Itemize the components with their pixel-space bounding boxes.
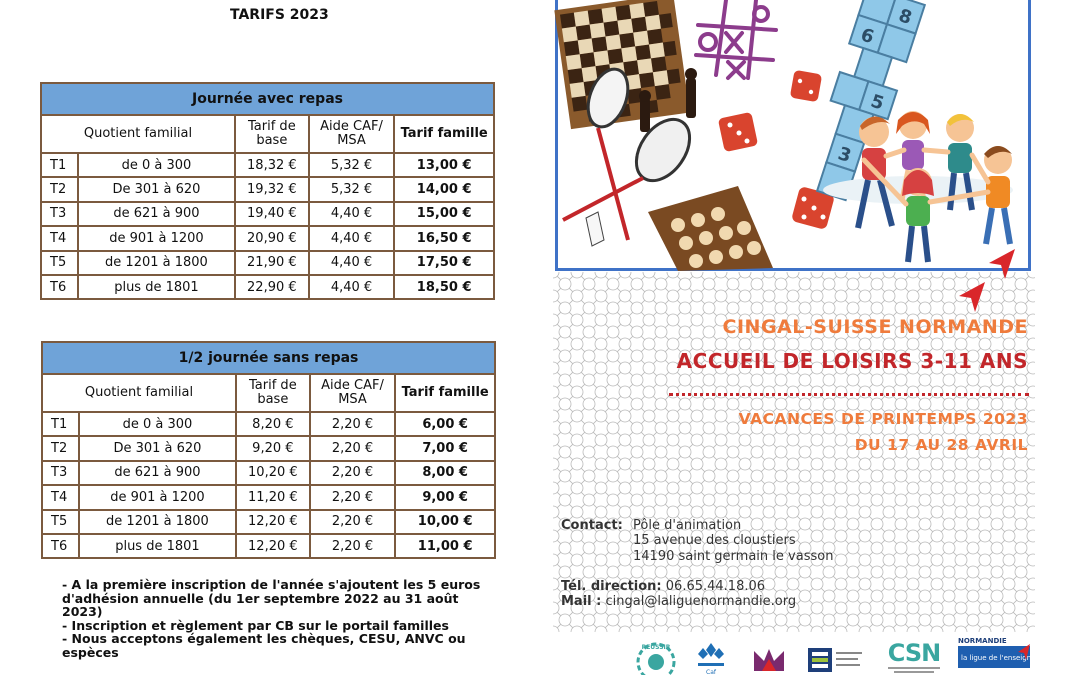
note-item: - Nous acceptons également les chèques, CESU, ANVC ou espèces <box>62 631 466 660</box>
column-header-aide: Aide CAF/ MSA <box>309 115 395 153</box>
column-header-aide: Aide CAF/ MSA <box>310 374 396 412</box>
hero-illustration <box>555 0 1031 271</box>
row-base: 8,20 € <box>236 412 310 436</box>
row-base: 9,20 € <box>236 436 310 460</box>
row-base: 19,40 € <box>235 202 309 226</box>
row-range: de 0 à 300 <box>78 153 235 177</box>
phone-label: Tél. direction: <box>561 579 662 594</box>
column-header-tarif-famille: Tarif famille <box>395 374 495 412</box>
ligue-logo-name: la ligue de l'enseignement <box>961 654 1054 662</box>
table-row <box>41 177 494 201</box>
column-header-quotient: Quotient familial <box>41 115 235 153</box>
dotted-divider <box>669 393 1029 396</box>
row-base: 19,32 € <box>235 177 309 201</box>
row-aide: 2,20 € <box>310 412 396 436</box>
row-aide: 2,20 € <box>310 461 396 485</box>
phone-number: 06.65.44.18.06 <box>665 579 766 594</box>
column-header-tarif-base: Tarif de base <box>236 374 310 412</box>
marble-game-image <box>648 186 773 271</box>
table-row <box>42 534 495 558</box>
column-header-tarif-famille: Tarif famille <box>394 115 494 153</box>
row-base: 18,32 € <box>235 153 309 177</box>
row-range: de 621 à 900 <box>78 202 235 226</box>
row-aide: 4,40 € <box>309 202 395 226</box>
row-code: T4 <box>41 226 78 250</box>
note-item: - A la première inscription de l'année s'ajoutent les 5 euros d'adhésion annuelle (du 1er septembre 2022 au 31 août 2023) <box>62 577 481 619</box>
hopscotch-number: 3 <box>835 143 854 167</box>
row-code: T2 <box>41 177 78 201</box>
notes <box>62 578 492 659</box>
hopscotch-number: 8 <box>895 5 915 29</box>
row-famille: 10,00 € <box>395 510 495 534</box>
caf-logo <box>694 640 728 675</box>
row-aide: 4,40 € <box>309 251 395 275</box>
row-famille: 17,50 € <box>394 251 494 275</box>
table-row <box>42 412 495 436</box>
red-arrow-icon <box>955 280 989 314</box>
csn-logo <box>884 637 944 675</box>
row-aide: 4,40 € <box>309 226 395 250</box>
csn-logo-text: CSN <box>887 639 941 667</box>
table-row <box>42 485 495 509</box>
mail-label: Mail : <box>561 594 602 609</box>
row-range: De 301 à 620 <box>79 436 236 460</box>
row-range: de 1201 à 1800 <box>79 510 236 534</box>
table-title: Journée avec repas <box>41 83 494 115</box>
row-range: plus de 1801 <box>79 534 236 558</box>
table-row <box>42 436 495 460</box>
contact-label: Contact: <box>561 518 623 533</box>
table-demi-journee-sans-repas <box>41 341 496 559</box>
row-code: T3 <box>42 461 79 485</box>
msa-logo <box>808 646 866 675</box>
mail-address: cingal@laliguenormandie.org <box>605 594 797 609</box>
contact-line: 15 avenue des cloustiers <box>633 533 796 548</box>
row-famille: 6,00 € <box>395 412 495 436</box>
organization-name: CINGAL-SUISSE NORMANDE <box>722 316 1028 338</box>
row-base: 22,90 € <box>235 275 309 299</box>
row-aide: 2,20 € <box>310 436 396 460</box>
row-aide: 2,20 € <box>310 510 396 534</box>
hopscotch-number: 5 <box>868 90 887 115</box>
row-aide: 4,40 € <box>309 275 395 299</box>
table-title: 1/2 journée sans repas <box>42 342 495 374</box>
row-famille: 13,00 € <box>394 153 494 177</box>
note-item: - Inscription et règlement par CB sur le portail familles <box>62 617 449 633</box>
row-famille: 11,00 € <box>395 534 495 558</box>
row-range: de 901 à 1200 <box>79 485 236 509</box>
row-famille: 16,50 € <box>394 226 494 250</box>
ligue-logo-region: NORMANDIE <box>958 637 1007 645</box>
row-code: T6 <box>42 534 79 558</box>
row-code: T3 <box>41 202 78 226</box>
row-base: 10,20 € <box>236 461 310 485</box>
column-header-quotient: Quotient familial <box>42 374 236 412</box>
row-range: de 0 à 300 <box>79 412 236 436</box>
page-title: TARIFS 2023 <box>230 7 329 23</box>
row-code: T5 <box>42 510 79 534</box>
row-code: T4 <box>42 485 79 509</box>
row-famille: 18,50 € <box>394 275 494 299</box>
row-range: De 301 à 620 <box>78 177 235 201</box>
holiday-title: VACANCES DE PRINTEMPS 2023 <box>738 410 1028 428</box>
table-row <box>42 461 495 485</box>
row-base: 12,20 € <box>236 534 310 558</box>
row-famille: 9,00 € <box>395 485 495 509</box>
reussir-logo <box>634 640 678 675</box>
contact-line: 14190 saint germain le vasson <box>633 549 834 564</box>
table-row <box>41 153 494 177</box>
ligue-enseignement-logo <box>956 636 1054 674</box>
mosaique-logo <box>752 645 786 675</box>
table-row <box>41 275 494 299</box>
row-famille: 8,00 € <box>395 461 495 485</box>
row-code: T5 <box>41 251 78 275</box>
row-base: 11,20 € <box>236 485 310 509</box>
row-code: T6 <box>41 275 78 299</box>
row-aide: 2,20 € <box>310 534 396 558</box>
tic-tac-toe-image <box>696 0 776 78</box>
caf-logo-text: Caf <box>706 669 716 675</box>
mail-line <box>561 594 796 609</box>
table-row <box>41 226 494 250</box>
center-name: ACCUEIL DE LOISIRS 3-11 ANS <box>676 349 1028 373</box>
column-header-tarif-base: Tarif de base <box>235 115 309 153</box>
table-journee-avec-repas <box>40 82 495 300</box>
row-range: de 901 à 1200 <box>78 226 235 250</box>
row-base: 12,20 € <box>236 510 310 534</box>
row-aide: 5,32 € <box>309 153 395 177</box>
row-famille: 14,00 € <box>394 177 494 201</box>
row-aide: 2,20 € <box>310 485 396 509</box>
row-range: de 621 à 900 <box>79 461 236 485</box>
row-aide: 5,32 € <box>309 177 395 201</box>
row-range: de 1201 à 1800 <box>78 251 235 275</box>
row-famille: 15,00 € <box>394 202 494 226</box>
contact-line: Pôle d'animation <box>633 518 742 533</box>
table-row <box>42 510 495 534</box>
row-range: plus de 1801 <box>78 275 235 299</box>
row-code: T2 <box>42 436 79 460</box>
row-code: T1 <box>41 153 78 177</box>
row-base: 20,90 € <box>235 226 309 250</box>
table-row <box>41 202 494 226</box>
row-code: T1 <box>42 412 79 436</box>
red-arrow-icon <box>985 247 1019 281</box>
row-base: 21,90 € <box>235 251 309 275</box>
hopscotch-number: 6 <box>858 24 877 49</box>
row-famille: 7,00 € <box>395 436 495 460</box>
table-row <box>41 251 494 275</box>
holiday-dates: DU 17 AU 28 AVRIL <box>854 436 1028 454</box>
reussir-logo-text: REUSSIR <box>641 644 671 651</box>
phone-line <box>561 579 765 594</box>
